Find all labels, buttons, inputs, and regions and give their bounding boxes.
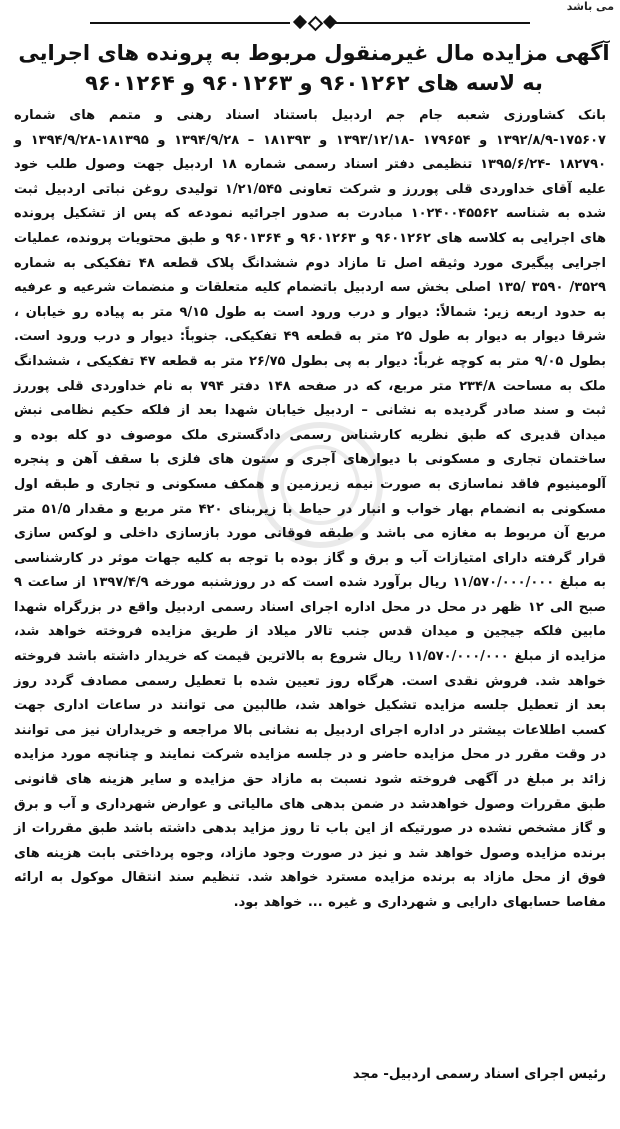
ornament-diamond-icon — [293, 15, 307, 29]
notice-title: آگهی مزایده مال غیرمنقول مربوط به پرونده های اجرایی به لاسه های ۹۶۰۱۲۶۲ و ۹۶۰۱۲۶۳ و ۹۶۰۱۲۶۴ — [18, 41, 610, 95]
header-ornament — [90, 14, 530, 32]
ornament-diamond-icon — [308, 16, 324, 32]
notice-signature: رئیس اجرای اسناد رسمی اردبیل- مجد — [352, 1066, 606, 1082]
ornament-line-right — [330, 22, 530, 24]
notice-body: بانک کشاورزی شعبه جام جم اردبیل باستناد اسناد رهنی و متمم های شماره ۱۷۵۶۰۷-۱۳۹۲/۸/۹ و ۱۷۹۶۵۴ -۱۳۹۳/۱۲/۱۸ و ۱۸۱۳۹۳ – ۱۳۹۴/۹/۲۸ و ۱۸۱۳۹۵-۱۳۹۴/۹/۲۸ و ۱۸۲۷۹۰ -۱۳۹۵/۶/۲۴ تنظیمی دفتر اسناد رسمی شماره ۱۸ اردبیل جهت وصول طلب خود علیه آقای خداوردی قلی پوررز و شرکت تعاونی ۱/۲۱/۵۴۵ تولیدی روغن نباتی اردبیل ثبت شده به شناسه ۱۰۲۴۰۰۴۵۵۶۲ مبادرت به صدور اجرائیه نمودعه که پس از تشکیل پرونده های اجرایی به کلاسه های ۹۶۰۱۲۶۲ و ۹۶۰۱۲۶۳ و ۹۶۰۱۳۶۴ و طبق محتویات پرونده، عملیات اجرایی پیگیری مورد وثیقه اصل تا مازاد دوم ششدانگ پلاک قطعه ۴۸ تفکیکی به شماره ۳۵۲۹/ ۳۵۹۰ /۱۳۵ اصلی بخش سه اردبیل باتضمام کلیه متعلقات و منضمات شرعیه و عرفیه به حدود اربعه زیر: شمالاً: دیوار و درب ورود است به طول ۹/۱۵ متر به پیاده رو خیابان ، شرقا دیوار به دیوار به طول ۲۵ متر به قطعه ۴۹ تفکیکی. جنوباً: دیوار و درب ورود است. بطول ۹/۰۵ متر به کوچه غرباً: دیوار به پی بطول ۲۶/۷۵ متر به قطعه ۴۷ تفکیکی ، ششدانگ ملک به مساحت ۲۳۴/۸ متر مربع، که در صفحه ۱۴۸ دفتر ۷۹۴ به نام خداوردی قلی پوررز ثبت و سند صادر گردیده به نشانی – اردبیل خیابان شهدا بعد از فلکه حکیم نظامی نبش میدان قدیری که طبق نظریه کارشناس رسمی دادگستری ملک موصوف دو کله بوده و ساختمان تجاری و مسکونی با دیوارهای آجری و ستون های فلزی با سقف آهن و پنجره آلومینیوم فاقد نماسازی به صورت نیمه زیرزمین و همکف مسکونی و تجاری و طبقه اول مسکونی به انضمام بهار خواب و انبار در حیاط با زیربنای ۴۲۰ متر مربع و مقدار ۵۱/۵ متر مربع آن مربوط به مغازه می باشد و طبقه فوقانی مورد بازسازی داخلی و لوکس سازی قرار گرفته دارای امتیازات آب و برق و گاز بوده با توجه به کلیه جهات موثر در کارشناسی به مبلغ ۱۱/۵۷۰/۰۰۰/۰۰۰ ریال برآورد شده است که در روزشنبه مورخه ۱۳۹۷/۴/۹ از ساعت ۹ صبح الی ۱۲ ظهر در محل در محل اداره اجرای اسناد رسمی اردبیل واقع در بزرگراه شهدا مابین فلکه جیجین و میدان قدس جنب تالار میلاد از طریق مزایده فروخته خواهد شد، مزایده از مبلغ ۱۱/۵۷۰/۰۰۰/۰۰۰ ریال شروع به بالاترین قیمت که خریدار داشته باشد فروخته خواهد شد. فروش نقدی است. هرگاه روز تعیین شده با تعطیل رسمی مصادف گردد روز بعد از تعطیل جلسه مزایده تشکیل خواهد شد، طالبین می توانند در ساعات اداری جهت کسب اطلاعات بیشتر در اداره اجرای اردبیل به نشانی بالا مراجعه و خریداران نیز می توانند در وقت مقرر در محل مزایده حاضر و در جلسه مزایده شرکت نمایند و چنانچه مورد مزایده زائد بر مبلغ در آگهی فروخته شود نسبت به مازاد حق مزایده و سایر هزینه های قانونی طبق مقررات وصول خواهدشد در ضمن بدهی های مالیاتی و عوارض شهرداری و آب و برق و گاز مشخص نشده در صورتیکه از این باب تا روز مزاید بدهی داشته باشد طبق مقررات از برنده مزایده وصول خواهد شد و نیز در صورت وجود مازاد، وجوه پرداختی بابت هزینه های فوق از محل مازاد به برنده مزایده مسترد خواهد شد. تنظیم سند انتقال موکول به ارائه مفاصا حسابهای دارایی و شهرداری و غیره ... خواهد بود. — [14, 108, 607, 910]
previous-text-fragment: می باشد — [566, 0, 614, 13]
ornament-line-left — [90, 22, 290, 24]
